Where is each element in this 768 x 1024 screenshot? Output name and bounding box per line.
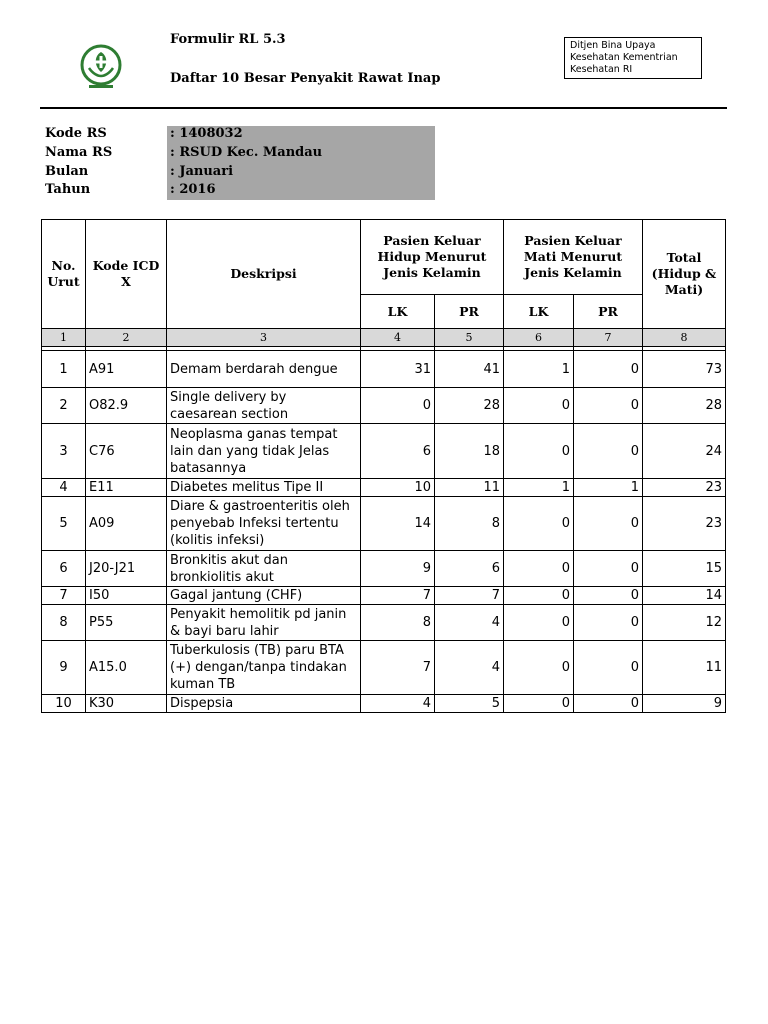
- cell-total: 9: [643, 695, 726, 713]
- cell-lk-mati: 0: [504, 587, 574, 605]
- header-lk-mati: LK: [504, 295, 574, 329]
- cell-pr-mati: 0: [574, 388, 643, 424]
- cell-lk-hidup: 7: [361, 587, 435, 605]
- kemenkes-logo-icon: [80, 44, 122, 90]
- cell-no: 2: [42, 388, 86, 424]
- cell-deskripsi: Bronkitis akut dan bronkiolitis akut: [167, 551, 361, 587]
- cell-lk-mati: 0: [504, 424, 574, 479]
- cell-pr-mati: 1: [574, 479, 643, 497]
- header-divider: [40, 107, 727, 109]
- header-pasien-hidup: Pasien Keluar Hidup Menurut Jenis Kelamin: [361, 220, 504, 295]
- nama-rs-label: Nama RS: [45, 145, 113, 160]
- cell-lk-mati: 1: [504, 479, 574, 497]
- cell-deskripsi: Gagal jantung (CHF): [167, 587, 361, 605]
- cell-kode: K30: [86, 695, 167, 713]
- cell-pr-hidup: 11: [435, 479, 504, 497]
- cell-lk-mati: 1: [504, 351, 574, 388]
- tahun-label: Tahun: [45, 182, 91, 197]
- header-no-urut: No. Urut: [42, 220, 86, 329]
- header-lk-hidup: LK: [361, 295, 435, 329]
- form-title: Formulir RL 5.3: [170, 32, 286, 47]
- cell-lk-hidup: 14: [361, 497, 435, 551]
- column-number: 8: [643, 329, 726, 347]
- cell-total: 15: [643, 551, 726, 587]
- disease-table: [41, 219, 726, 713]
- cell-lk-mati: 0: [504, 388, 574, 424]
- column-number: 5: [435, 329, 504, 347]
- cell-deskripsi: Diabetes melitus Tipe II: [167, 479, 361, 497]
- column-number: 1: [42, 329, 86, 347]
- cell-kode: C76: [86, 424, 167, 479]
- cell-lk-hidup: 8: [361, 605, 435, 641]
- cell-total: 12: [643, 605, 726, 641]
- cell-total: 23: [643, 497, 726, 551]
- table-row: [42, 479, 726, 497]
- column-number: 7: [574, 329, 643, 347]
- cell-no: 3: [42, 424, 86, 479]
- cell-lk-hidup: 4: [361, 695, 435, 713]
- cell-deskripsi: Tuberkulosis (TB) paru BTA (+) dengan/tanpa tindakan kuman TB: [167, 641, 361, 695]
- column-number: 2: [86, 329, 167, 347]
- cell-pr-mati: 0: [574, 551, 643, 587]
- column-number: 6: [504, 329, 574, 347]
- cell-no: 9: [42, 641, 86, 695]
- cell-kode: A15.0: [86, 641, 167, 695]
- cell-no: 4: [42, 479, 86, 497]
- cell-no: 1: [42, 351, 86, 388]
- cell-deskripsi: Penyakit hemolitik pd janin & bayi baru lahir: [167, 605, 361, 641]
- table-row: [42, 641, 726, 695]
- cell-lk-mati: 0: [504, 605, 574, 641]
- cell-kode: A91: [86, 351, 167, 388]
- cell-pr-hidup: 4: [435, 605, 504, 641]
- table-row: [42, 551, 726, 587]
- cell-kode: A09: [86, 497, 167, 551]
- cell-no: 5: [42, 497, 86, 551]
- column-number: 4: [361, 329, 435, 347]
- table-row: [42, 424, 726, 479]
- cell-pr-mati: 0: [574, 351, 643, 388]
- cell-no: 7: [42, 587, 86, 605]
- cell-deskripsi: Diare & gastroenteritis oleh penyebab Infeksi tertentu (kolitis infeksi): [167, 497, 361, 551]
- cell-pr-mati: 0: [574, 587, 643, 605]
- cell-lk-hidup: 10: [361, 479, 435, 497]
- cell-deskripsi: Dispepsia: [167, 695, 361, 713]
- cell-deskripsi: Neoplasma ganas tempat lain dan yang tidak Jelas batasannya: [167, 424, 361, 479]
- cell-total: 14: [643, 587, 726, 605]
- kode-rs-label: Kode RS: [45, 126, 107, 141]
- cell-lk-hidup: 7: [361, 641, 435, 695]
- header-pasien-mati: Pasien Keluar Mati Menurut Jenis Kelamin: [504, 220, 643, 295]
- table-row: [42, 497, 726, 551]
- cell-lk-hidup: 6: [361, 424, 435, 479]
- tahun-value: : 2016: [170, 182, 216, 197]
- cell-pr-hidup: 41: [435, 351, 504, 388]
- cell-lk-mati: 0: [504, 551, 574, 587]
- cell-pr-hidup: 5: [435, 695, 504, 713]
- cell-kode: I50: [86, 587, 167, 605]
- table-row: [42, 587, 726, 605]
- cell-no: 10: [42, 695, 86, 713]
- header-total: Total (Hidup & Mati): [643, 220, 726, 329]
- cell-pr-mati: 0: [574, 424, 643, 479]
- table-row: [42, 351, 726, 388]
- cell-kode: E11: [86, 479, 167, 497]
- cell-pr-hidup: 18: [435, 424, 504, 479]
- bulan-value: : Januari: [170, 164, 234, 179]
- cell-total: 73: [643, 351, 726, 388]
- header-pr-mati: PR: [574, 295, 643, 329]
- cell-pr-hidup: 6: [435, 551, 504, 587]
- cell-pr-hidup: 7: [435, 587, 504, 605]
- cell-deskripsi: Single delivery by caesarean section: [167, 388, 361, 424]
- table-row: [42, 388, 726, 424]
- cell-kode: O82.9: [86, 388, 167, 424]
- cell-total: 23: [643, 479, 726, 497]
- header-kode-icd: Kode ICD X: [86, 220, 167, 329]
- table-row: [42, 695, 726, 713]
- cell-lk-mati: 0: [504, 497, 574, 551]
- bulan-label: Bulan: [45, 164, 89, 179]
- cell-pr-hidup: 8: [435, 497, 504, 551]
- cell-pr-mati: 0: [574, 641, 643, 695]
- cell-pr-mati: 0: [574, 695, 643, 713]
- cell-lk-mati: 0: [504, 641, 574, 695]
- column-number-row: [42, 329, 726, 347]
- cell-lk-hidup: 9: [361, 551, 435, 587]
- cell-kode: J20-J21: [86, 551, 167, 587]
- cell-lk-mati: 0: [504, 695, 574, 713]
- cell-deskripsi: Demam berdarah dengue: [167, 351, 361, 388]
- form-subtitle: Daftar 10 Besar Penyakit Rawat Inap: [170, 71, 441, 86]
- column-number: 3: [167, 329, 361, 347]
- cell-pr-hidup: 4: [435, 641, 504, 695]
- cell-total: 28: [643, 388, 726, 424]
- cell-pr-mati: 0: [574, 605, 643, 641]
- nama-rs-value: : RSUD Kec. Mandau: [170, 145, 323, 160]
- header-deskripsi: Deskripsi: [167, 220, 361, 329]
- cell-total: 24: [643, 424, 726, 479]
- cell-kode: P55: [86, 605, 167, 641]
- table-row: [42, 605, 726, 641]
- cell-no: 6: [42, 551, 86, 587]
- cell-pr-mati: 0: [574, 497, 643, 551]
- kode-rs-value: : 1408032: [170, 126, 243, 141]
- cell-total: 11: [643, 641, 726, 695]
- cell-lk-hidup: 0: [361, 388, 435, 424]
- cell-pr-hidup: 28: [435, 388, 504, 424]
- header-pr-hidup: PR: [435, 295, 504, 329]
- cell-lk-hidup: 31: [361, 351, 435, 388]
- agency-box: Ditjen Bina Upaya Kesehatan Kementrian Kesehatan RI: [564, 37, 702, 79]
- cell-no: 8: [42, 605, 86, 641]
